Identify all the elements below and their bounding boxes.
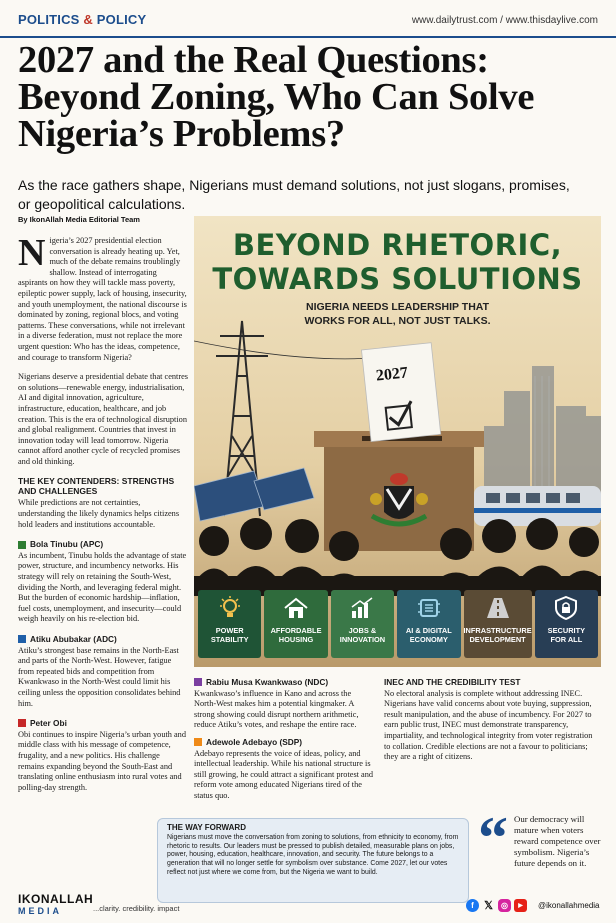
header-rule xyxy=(0,36,616,38)
candidate-name xyxy=(194,677,374,688)
tile-label xyxy=(340,626,385,644)
tile-line: SECURITY xyxy=(547,626,586,635)
dropcap: N xyxy=(18,232,46,274)
tile-line: AI & DIGITAL xyxy=(405,626,452,635)
byline: By IkonAllah Media Editorial Team xyxy=(18,215,140,224)
poster-title xyxy=(194,228,601,296)
solution-tiles xyxy=(198,590,598,660)
quote-mark-icon: “ xyxy=(478,805,508,871)
tile-affordable-housing xyxy=(264,590,327,658)
tile-infrastructure-development xyxy=(464,590,532,658)
candidate-text: Kwankwaso’s influence in Kano and across the North-West makes him a potential kingmaker. A strong showing could disrupt northern arithmetic, reduce Atiku’s votes, and reshape the entire race. xyxy=(194,688,359,730)
candidate-name xyxy=(18,718,188,729)
tile-label xyxy=(548,626,585,644)
party-color-square xyxy=(18,635,26,643)
poster-illustration xyxy=(194,216,601,667)
instagram-icon[interactable]: ◎ xyxy=(498,899,511,912)
candidate-text: Obi continues to inspire Nigeria’s urban youth and middle class with his message of competence, frugality, and a new politics. His challenge remains expanding beyond the South-East and translating online enthusiasm into rural votes and polling-day strength. xyxy=(18,729,186,792)
candidate-label: Adewole Adebayo (SDP) xyxy=(206,736,303,747)
brand-logo-top: IKONALLAH xyxy=(18,892,94,906)
ballot-year: 2027 xyxy=(375,364,409,385)
tile-line: FOR ALL xyxy=(550,635,583,644)
inec-text: No electoral analysis is complete without addressing INEC. Nigerians have valid concerns about vote buying, suppression, result manipulation, and the abuse of incumbency. For 2027 to earn public trust, INEC must demonstrate transparency, impartiality, and technological integrity from voter registration to collation. Credible elections are not a favour to politicians; they are a right of citizens. xyxy=(384,688,593,762)
tile-security-for-all xyxy=(535,590,598,658)
source-urls: www.dailytrust.com / www.thisdaylive.com xyxy=(411,15,598,26)
section-label: POLITICS xyxy=(18,12,80,27)
candidate-text: Adebayo represents the voice of ideas, policy, and intellectual leadership. While his national structure is still growing, he could attract a significant protest and reform vote among educated Nigerians tired of the status quo. xyxy=(194,748,374,800)
tile-line: AFFORDABLE xyxy=(270,626,322,635)
poster-subtitle-line: NIGERIA NEEDS LEADERSHIP THAT xyxy=(306,301,489,313)
candidate-name xyxy=(18,634,188,645)
party-color-square xyxy=(194,678,202,686)
x-icon[interactable]: 𝕏 xyxy=(482,899,495,912)
candidate-name xyxy=(194,737,374,748)
social-icons xyxy=(466,899,527,912)
deck: As the race gathers shape, Nigerians must demand solutions, not just slogans, promises, or geopolitical calculations. xyxy=(18,177,570,212)
candidate-label: Atiku Abubakar (ADC) xyxy=(30,634,117,644)
section-amp: & xyxy=(83,12,93,27)
house-icon xyxy=(283,596,309,620)
section-tag xyxy=(18,12,146,27)
tile-jobs-innovation xyxy=(331,590,394,658)
middle-column xyxy=(194,677,374,808)
candidate-label: Rabiu Musa Kwankwaso (NDC) xyxy=(206,677,329,687)
intro-paragraph-1 xyxy=(18,232,188,363)
lightbulb-icon xyxy=(217,596,243,620)
party-color-square xyxy=(18,719,26,727)
tile-label xyxy=(211,626,249,644)
right-column xyxy=(384,677,599,769)
section-label-tail: POLICY xyxy=(96,12,147,27)
tile-line: POWER xyxy=(215,626,244,635)
poster-subtitle-line: WORKS FOR ALL, NOT JUST TALKS. xyxy=(304,315,491,327)
candidate-label: Bola Tinubu (APC) xyxy=(30,539,104,550)
masthead xyxy=(0,0,616,38)
chip-brain-icon xyxy=(416,596,442,620)
candidate-text: Atiku’s strongest base remains in the North-East and parts of the North-West. However, fatigue from repeated bids and competition from Kwankwaso in the North-West could limit his ceiling unless the opposition consolidates behind him. xyxy=(18,645,181,708)
way-forward-box xyxy=(157,818,469,903)
tile-line: HOUSING xyxy=(278,635,314,644)
poster-title-line: TOWARDS SOLUTIONS xyxy=(212,262,583,296)
social-handle[interactable]: @ikonallahmedia xyxy=(538,901,600,910)
facebook-icon[interactable]: f xyxy=(466,899,479,912)
candidate-name xyxy=(18,539,188,550)
tile-label xyxy=(406,626,452,644)
headline: 2027 and the Real Questions: Beyond Zoning, Who Can Solve Nigeria’s Problems? xyxy=(18,39,535,155)
tile-label xyxy=(464,626,532,644)
youtube-icon[interactable]: ▶ xyxy=(514,899,527,912)
tile-label xyxy=(271,626,322,644)
tile-line: JOBS & xyxy=(348,626,377,635)
way-forward-heading: THE WAY FORWARD xyxy=(167,823,246,832)
shield-lock-icon xyxy=(553,596,579,620)
pull-quote: Our democracy will mature when voters reward competence over symbolism. Nigeria’s future depends on it. xyxy=(514,814,601,868)
brand-tagline: ...clarity. credibility. impact xyxy=(93,904,180,913)
tile-line: DEVELOPMENT xyxy=(469,635,526,644)
contenders-intro: While predictions are not certainties, understanding the likely dynamics helps citizens hold leaders and institutions accountable. xyxy=(18,498,180,529)
tile-line: STABILITY xyxy=(210,635,249,644)
poster-title-line: BEYOND RHETORIC, xyxy=(232,228,563,262)
tile-line: INFRASTRUCTURE xyxy=(463,626,532,635)
growth-chart-icon xyxy=(349,596,375,620)
candidate-text: As incumbent, Tinubu holds the advantage of state power, structure, and incumbency networks. His strategy will rely on retaining the South-West, dividing the North, and leveraging federal might. But the burden of economic hardship—inflation, fuel costs, unemployment, and insecurity—could weigh heavily on his re-election bid. xyxy=(18,550,187,624)
tile-line: INNOVATION xyxy=(339,635,386,644)
party-color-square xyxy=(194,738,202,746)
tile-ai-digital-economy xyxy=(397,590,460,658)
contenders-heading: THE KEY CONTENDERS: STRENGTHS AND CHALLENGES xyxy=(18,476,175,497)
poster-subtitle xyxy=(194,300,601,328)
way-forward-text: Nigerians must move the conversation from zoning to solutions, from ethnicity to economy, from rhetoric to results. Our leaders must be pressed to publish detailed, measurable plans on jobs, power, housing, education, healthcare, innovation, and security. The future belongs to a generation that will no longer settle for symbolism over substance. Come 2027, let our votes reflect not just where we come from, but the Nigeria we want to build. xyxy=(167,834,459,876)
inec-heading: INEC AND THE CREDIBILITY TEST xyxy=(384,677,521,687)
brand-logo-bottom: MEDIA xyxy=(18,906,62,916)
party-color-square xyxy=(18,541,26,549)
tile-power-stability xyxy=(198,590,261,658)
intro-text-1: igeria’s 2027 presidential election conversation is already heating up. Yet, much of the debate remains troublingly shallow. Instead of interrogating aspirants on how they will tackle mass poverty, epileptic power supply, lack of housing, insecurity, and youth unemployment, the national discourse is dominated by zoning, regional blocs, and voting patterns. These conversations, while not irrelevant in a diverse federation, must not replace the more urgent question: Who has the ideas, competence, and courage to transform Nigeria? xyxy=(18,236,187,362)
candidate-label: Peter Obi xyxy=(30,718,67,729)
road-icon xyxy=(485,596,511,620)
left-column xyxy=(18,232,189,802)
tile-line: ECONOMY xyxy=(409,635,448,644)
intro-paragraph-2: Nigerians deserve a presidential debate that centres on solutions—renewable energy, industrialisation, AI and digital innovation, agriculture, infrastructure, education, healthcare, and job creation. This is the era of technological disruption and global realignment. Countries that invest in innovation today will lead tomorrow. Nigeria cannot afford another cycle of recycled promises and old thinking. xyxy=(18,372,189,466)
